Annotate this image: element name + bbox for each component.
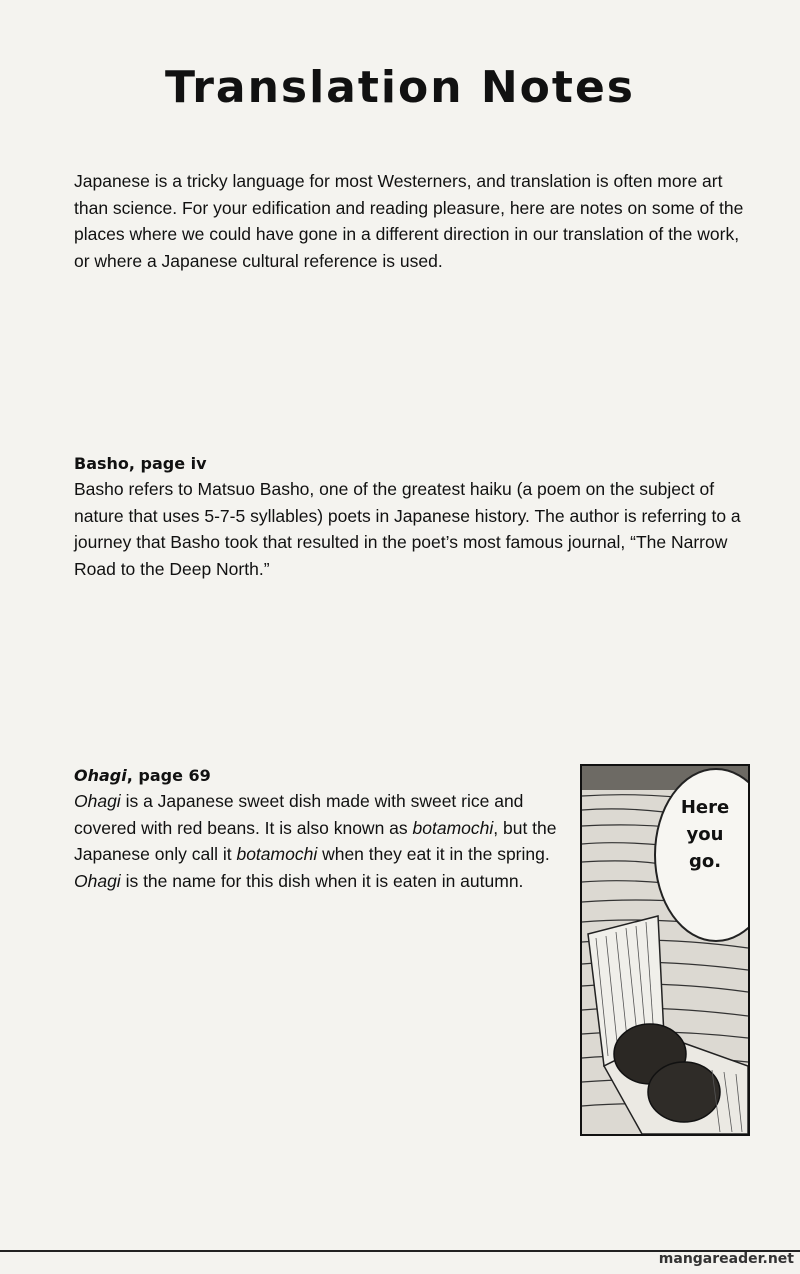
intro-paragraph: Japanese is a tricky language for most Westerners, and translation is often more art than science. For your edification and reading pleasure, here are notes on some of the places where we could have gone in a different direction in our translation of the work, or where a Japanese cultural reference is used. bbox=[74, 171, 744, 271]
body-text: , but the Japanese only call it bbox=[74, 817, 557, 864]
speech-line: go. bbox=[688, 851, 722, 872]
note-heading bbox=[74, 764, 564, 788]
body-text: is a Japanese sweet dish made with sweet rice and covered with red beans. It is also known as bbox=[74, 791, 524, 838]
term-botamochi: botamochi bbox=[412, 817, 494, 838]
note-heading: Basho, page iv bbox=[74, 454, 207, 473]
watermark: mangareader.net bbox=[658, 1251, 794, 1267]
note-heading-page: , page 69 bbox=[126, 766, 211, 785]
note-body bbox=[74, 788, 564, 894]
page-title: Translation Notes bbox=[165, 62, 635, 113]
term-ohagi: Ohagi bbox=[74, 791, 121, 811]
term-botamochi: botamochi bbox=[236, 844, 318, 864]
manga-panel bbox=[580, 764, 750, 1136]
term-ohagi: Ohagi bbox=[74, 870, 121, 891]
note-body: Basho refers to Matsuo Basho, one of the greatest haiku (a poem on the subject of nature that uses 5-7-5 syllables) poets in Japanese history. The author is referring to a journey that Basho took that resulted in the poet’s most famous journal, “The Narrow Road to the Deep North.” bbox=[74, 479, 741, 579]
ohagi-sweet bbox=[648, 1062, 720, 1122]
speech-line: Here bbox=[680, 797, 730, 818]
speech-text bbox=[670, 794, 740, 875]
speech-line: you bbox=[686, 824, 724, 845]
body-text: is the name for this dish when it is eaten in autumn. bbox=[120, 870, 524, 891]
note-basho bbox=[74, 452, 754, 582]
note-ohagi bbox=[74, 764, 564, 894]
body-text: when they eat it in the spring. bbox=[317, 844, 550, 864]
note-heading-term: Ohagi bbox=[74, 766, 127, 785]
